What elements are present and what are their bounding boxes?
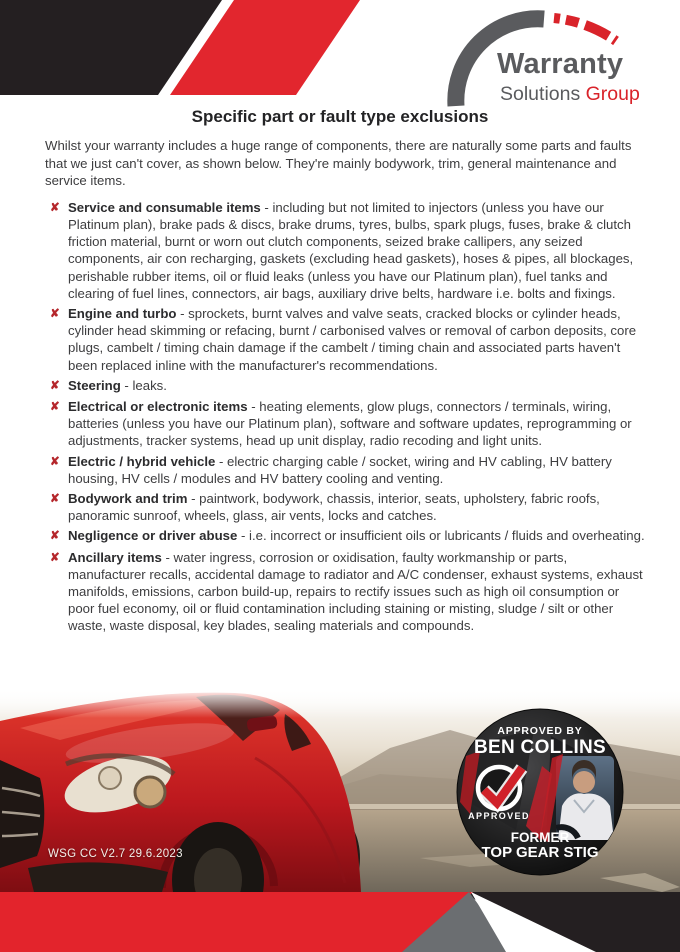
x-bullet-icon: ✘	[50, 379, 60, 392]
x-bullet-icon: ✘	[50, 455, 60, 468]
x-bullet-icon: ✘	[50, 401, 60, 414]
document-version: WSG CC V2.7 29.6.2023	[48, 848, 183, 860]
exclusion-category-label: Ancillary items	[68, 549, 162, 565]
exclusion-text: - sprockets, burnt valves and valve seats, cracked blocks or cylinder heads, cylinder head skimming or refacing, burnt / carbonised valves or removal of carbon deposits, core plugs, cambelt / timing chain damage if the cambelt / timing chain and associated parts haven't been replaced inline with the manufacturer's recommendations.	[68, 306, 637, 373]
exclusion-item	[50, 453, 647, 487]
exclusion-text: - heating elements, glow plugs, connectors / terminals, wiring, batteries (unless you have our Platinum plan), software and software updates, reprogramming or adjustments, tracker systems, head up unit display, radio recoding and light units.	[68, 399, 632, 449]
exclusion-item	[50, 398, 647, 450]
x-bullet-icon: ✘	[50, 201, 60, 214]
x-bullet-icon: ✘	[50, 530, 60, 543]
page-title: Specific part or fault type exclusions	[191, 107, 489, 126]
logo-subtitle	[500, 83, 640, 106]
exclusion-item	[50, 305, 647, 374]
badge-approved-by-label: APPROVED BY	[497, 725, 583, 737]
intro-paragraph: Whilst your warranty includes a huge range of components, there are naturally some parts and faults that we just can't cover, as shown below. They're mainly bodywork, trim, general maintenance and service items.	[45, 138, 632, 189]
exclusion-text: - water ingress, corrosion or oxidisation, faulty workmanship or parts, manufacturer recalls, accidental damage to radiator and A/C condenser, exhaust systems, exhaust manifolds, emissions, carbon build-up, repairs to rectify issues such as high oil consumption or poor fuel economy, oil or fluid contamination including staining or misting, sludge / silt or other waste, waste disposal, key blades, sealing materials and compounds.	[68, 549, 643, 634]
badge-former-label: FORMER	[510, 830, 570, 845]
exclusion-item	[50, 199, 647, 302]
approved-by-ben-collins-badge	[456, 708, 624, 876]
badge-top-gear-stig-label: TOP GEAR STIG	[481, 844, 599, 861]
badge-approved-label: APPROVED	[468, 811, 530, 821]
exclusions-list	[0, 199, 680, 635]
logo-subtitle-red: Group	[585, 83, 640, 105]
footer-red-shape	[0, 892, 473, 952]
exclusion-text: - paintwork, bodywork, chassis, interior, seats, upholstery, fabric roofs, panoramic sunroof, wheels, glass, air vents, locks and catches.	[68, 491, 600, 524]
exclusion-category-label: Bodywork and trim	[68, 491, 188, 507]
approved-check-icon	[478, 767, 522, 809]
company-logo	[442, 6, 652, 110]
badge-name-label: BEN COLLINS	[473, 737, 607, 758]
logo-subtitle-gray: Solutions	[500, 83, 586, 105]
exclusion-item	[50, 490, 647, 524]
exclusion-text: - electric charging cable / socket, wiring and HV cabling, HV battery housing, HV cells / modules and HV battery cooling and venting.	[68, 453, 612, 486]
exclusion-category-label: Electrical or electronic items	[68, 399, 248, 415]
red-car	[0, 693, 361, 892]
exclusion-category-label: Electric / hybrid vehicle	[68, 453, 216, 469]
exclusion-category-label: Negligence or driver abuse	[68, 528, 238, 544]
exclusion-item	[50, 549, 647, 635]
exclusion-text: - i.e. incorrect or insufficient oils or lubricants / fluids and overheating.	[237, 528, 645, 544]
exclusion-category-label: Engine and turbo	[68, 306, 177, 321]
x-bullet-icon: ✘	[50, 308, 60, 320]
exclusion-text: - leaks.	[120, 377, 167, 393]
main-content	[0, 107, 680, 638]
x-bullet-icon: ✘	[50, 551, 60, 564]
x-bullet-icon: ✘	[50, 493, 60, 506]
exclusion-category-label: Service and consumable items	[68, 199, 261, 215]
footer-diagonal-graphic	[0, 892, 680, 952]
exclusion-item	[50, 527, 647, 545]
exclusion-text: - including but not limited to injectors (unless you have our Platinum plan), brake pads & discs, brake drums, tyres, bulbs, spark plugs, fuses, brake & clutch friction material, burnt or worn out clutch components, seized brake callipers, any seized components, air con recharging, gaskets (excluding head gaskets), hoses & pipes, all blockages, perishable rubber items, oil or fluid leaks (unless you have our Platinum plan), fuel tanks and clearing of fuel lines, connectors, air bags, auxiliary drive belts, hardware i.e. bolts and fixings.	[68, 199, 634, 301]
exclusion-category-label: Steering	[68, 377, 121, 393]
exclusion-item	[50, 377, 647, 395]
logo-name: Warranty	[497, 48, 624, 80]
